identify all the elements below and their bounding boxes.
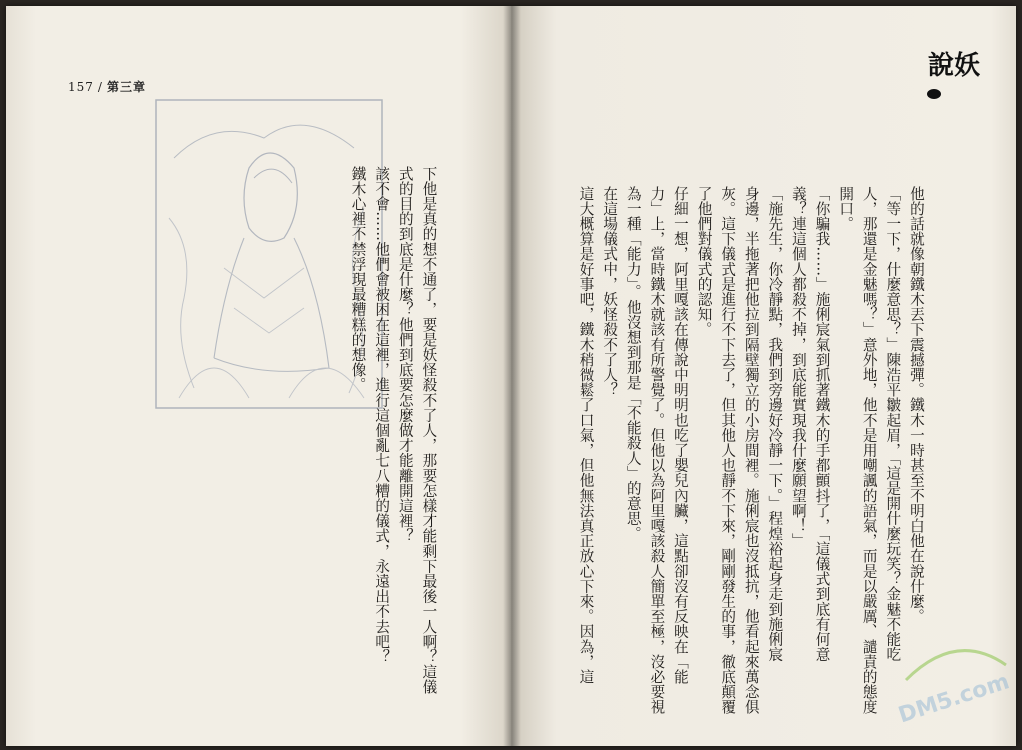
dm5-watermark bbox=[896, 620, 1016, 730]
header-separator: / bbox=[97, 80, 103, 94]
left-page-body-text: 下他是真的想不通了，要是妖怪殺不了人，那要怎樣才能剩下最後一人啊？這儀 式的目的到底是什麼？他們到底要怎麼做才能離開這裡？ 該不會……他們會被困在這裡，進行這個亂七八糟的儀式，永遠出不去吧？ 鐵木心裡不禁浮現最糟糕的想像。 bbox=[349, 166, 438, 695]
running-head bbox=[68, 78, 146, 95]
book-gutter bbox=[503, 6, 521, 746]
page-number: 157 bbox=[68, 80, 94, 94]
book-logo bbox=[924, 42, 981, 124]
watermark-label: DM5.com bbox=[895, 669, 1013, 729]
logo-char-1: 說妖 bbox=[927, 51, 981, 81]
chapter-title: 第三章 bbox=[106, 80, 146, 94]
right-page-body-text: 他的話就像朝鐵木丟下震撼彈。鐵木一時甚至不明白他在說什麼。 「等一下，什麼意思？」陳浩平皺起眉，「這是開什麼玩笑？金魅不能吃 人，那還是金魅嗎？」意外地，他不是用嘲諷的語氣，而是以嚴厲、譴責的態度 開口。 「你騙我……」施俐宸氣到抓著鐵木的手都顫抖了，「這儀式到底有何意 義？連這個人都殺不掉，到底能實現我什麼願望啊！」 「施先生，你冷靜點，我們到旁邊好冷靜一下。」程煌裕起身走到施俐宸 身邊，半拖著把他拉到隔壁獨立的小房間裡。施俐宸也沒抵抗，他看起來萬念俱 灰。這下儀式是進行不下去了，但其他人也靜不下來，剛剛發生的事，徹底顛覆 了他們對儀式的認知。 仔細一想，阿里嘎該在傳說中明明也吃了嬰兒內臟，這點卻沒有反映在「能 力」上，當時鐵木就該有所警覺了。但他以為阿里嘎該殺人簡單至極，沒必要視 為一種「能力」。他沒想到那是「不能殺人」的意思。 在這場儀式中，妖怪殺不了人？ 這大概算是好事吧，鐵木稍微鬆了口氣，但他無法真正放心下來。因為，這 bbox=[577, 186, 925, 715]
open-book bbox=[6, 6, 1016, 746]
